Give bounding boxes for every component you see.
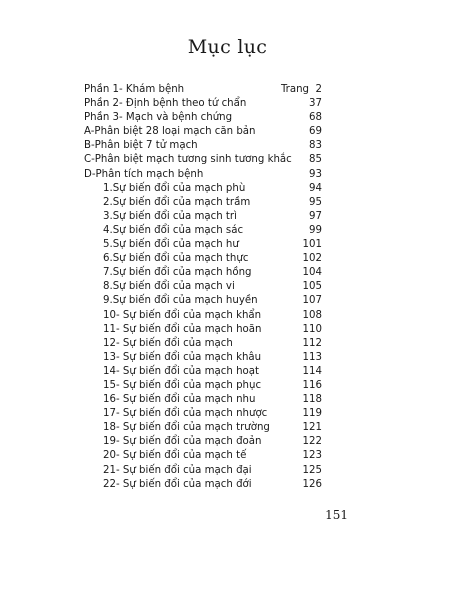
toc-entry [0, 111, 455, 125]
toc-entry [0, 407, 455, 421]
toc-entry-page: 123 [302, 450, 322, 462]
toc-entry-label: C-Phân biệt mạch tương sinh tương khắc [84, 154, 292, 166]
toc-entry-page: 97 [309, 210, 322, 222]
toc-entry-label: 2.Sự biến đổi của mạch trầm [103, 196, 251, 208]
toc-entry-page: 110 [302, 323, 322, 335]
toc-entry-page: 93 [309, 168, 322, 180]
toc-entry-label: 18- Sự biến đổi của mạch trường [103, 422, 270, 434]
toc-entry-label: 10- Sự biến đổi của mạch khẩn [103, 309, 262, 321]
toc-entry [0, 365, 455, 379]
toc-entry-label: 4.Sự biến đổi của mạch sác [103, 224, 244, 236]
toc-entry [0, 435, 455, 449]
toc-entry-page: 118 [302, 394, 322, 406]
toc-entry-label: 5.Sự biến đổi của mạch hư [103, 239, 239, 251]
toc-entry-label: 20- Sự biến đổi của mạch tế [103, 450, 247, 462]
toc-entry-page: 113 [302, 351, 322, 363]
toc-entry-page: 102 [302, 253, 322, 265]
toc-entry-label: 8.Sự biến đổi của mạch vi [103, 281, 235, 293]
page-header-label: Trang [280, 84, 310, 95]
page-number: 151 [325, 508, 348, 522]
toc-entry-page: 114 [302, 365, 322, 377]
toc-entry [0, 309, 455, 323]
toc-entry-label: Phần 3- Mạch và bệnh chứng [84, 112, 233, 124]
toc-entry-label: D-Phân tích mạch bệnh [84, 168, 204, 180]
toc-entry [0, 449, 455, 463]
toc-entry [0, 337, 455, 351]
toc-entry [0, 280, 455, 294]
toc-entry [0, 210, 455, 224]
toc-entry-page [281, 83, 322, 97]
toc-entry-label: 16- Sự biến đổi của mạch nhu [103, 394, 256, 406]
toc-entry-label: 21- Sự biến đổi của mạch đại [103, 464, 252, 476]
toc-entry [0, 478, 455, 492]
toc-entry-page: 105 [302, 281, 322, 293]
toc-entry-label: 11- Sự biến đổi của mạch hoãn [103, 323, 262, 335]
toc-entry-label: 6.Sự biến đổi của mạch thực [103, 253, 249, 265]
toc-entry-page: 83 [309, 140, 322, 152]
toc-entry-page: 126 [302, 478, 322, 490]
toc-entry-label: 17- Sự biến đổi của mạch nhược [103, 408, 268, 420]
toc-entry [0, 266, 455, 280]
toc-entry-page: 119 [302, 408, 322, 420]
toc-entry [0, 97, 455, 111]
toc-entry-label: 13- Sự biến đổi của mạch khâu [103, 351, 262, 363]
toc-entry [0, 153, 455, 167]
toc-entry [0, 252, 455, 266]
toc-entry [0, 139, 455, 153]
toc-entry-label: Phần 1- Khám bệnh [84, 84, 185, 95]
toc-entry [0, 182, 455, 196]
toc-entry-page: 104 [302, 267, 322, 279]
toc-entry-page: 69 [309, 126, 322, 138]
toc-entry-label: 15- Sự biến đổi của mạch phục [103, 379, 262, 391]
toc-entry [0, 294, 455, 308]
toc-entry-page: 95 [309, 196, 322, 208]
toc-entry-page: 101 [302, 239, 322, 251]
toc-entry-label: A-Phân biệt 28 loại mạch căn bản [84, 126, 256, 138]
toc-entry-page: 68 [309, 112, 322, 124]
toc-entry [0, 379, 455, 393]
toc-entry-label: 22- Sự biến đổi của mạch đới [103, 478, 252, 490]
toc-entry [0, 464, 455, 478]
toc-entry-page: 99 [309, 224, 322, 236]
table-of-contents [0, 83, 455, 492]
page-title: Mục lục [187, 36, 268, 58]
toc-entry-page: 37 [309, 98, 322, 110]
toc-entry-page: 108 [302, 309, 322, 321]
toc-entry-page: 85 [309, 154, 322, 166]
toc-entry-page: 122 [302, 436, 322, 448]
toc-entry [0, 125, 455, 139]
toc-entry [0, 196, 455, 210]
toc-entry [0, 168, 455, 182]
toc-entry-page: 94 [309, 182, 322, 194]
toc-entry [0, 323, 455, 337]
toc-entry-page: 121 [302, 422, 322, 434]
toc-entry-page: 112 [302, 337, 322, 349]
toc-entry-label: 7.Sự biến đổi của mạch hồng [103, 267, 252, 279]
toc-entry-label: 12- Sự biến đổi của mạch [103, 337, 233, 349]
toc-entry [0, 421, 455, 435]
toc-entry-label: 3.Sự biến đổi của mạch trì [103, 210, 237, 222]
toc-entry [0, 393, 455, 407]
toc-entry-page: 107 [302, 295, 322, 307]
toc-entry-page-number: 2 [315, 84, 322, 95]
toc-entry-label: Phần 2- Định bệnh theo tứ chẩn [84, 98, 247, 110]
toc-entry [0, 224, 455, 238]
toc-entry [0, 351, 455, 365]
toc-entry-label: B-Phân biệt 7 tử mạch [84, 140, 198, 152]
toc-entry [0, 238, 455, 252]
toc-entry-label: 19- Sự biến đổi của mạch đoản [103, 436, 262, 448]
toc-entry-page: 125 [302, 464, 322, 476]
toc-entry-label: 1.Sự biến đổi của mạch phù [103, 182, 246, 194]
toc-entry-label: 9.Sự biến đổi của mạch huyền [103, 295, 258, 307]
toc-entry [0, 83, 455, 97]
toc-entry-label: 14- Sự biến đổi của mạch hoạt [103, 365, 259, 377]
toc-entry-page: 116 [302, 379, 322, 391]
